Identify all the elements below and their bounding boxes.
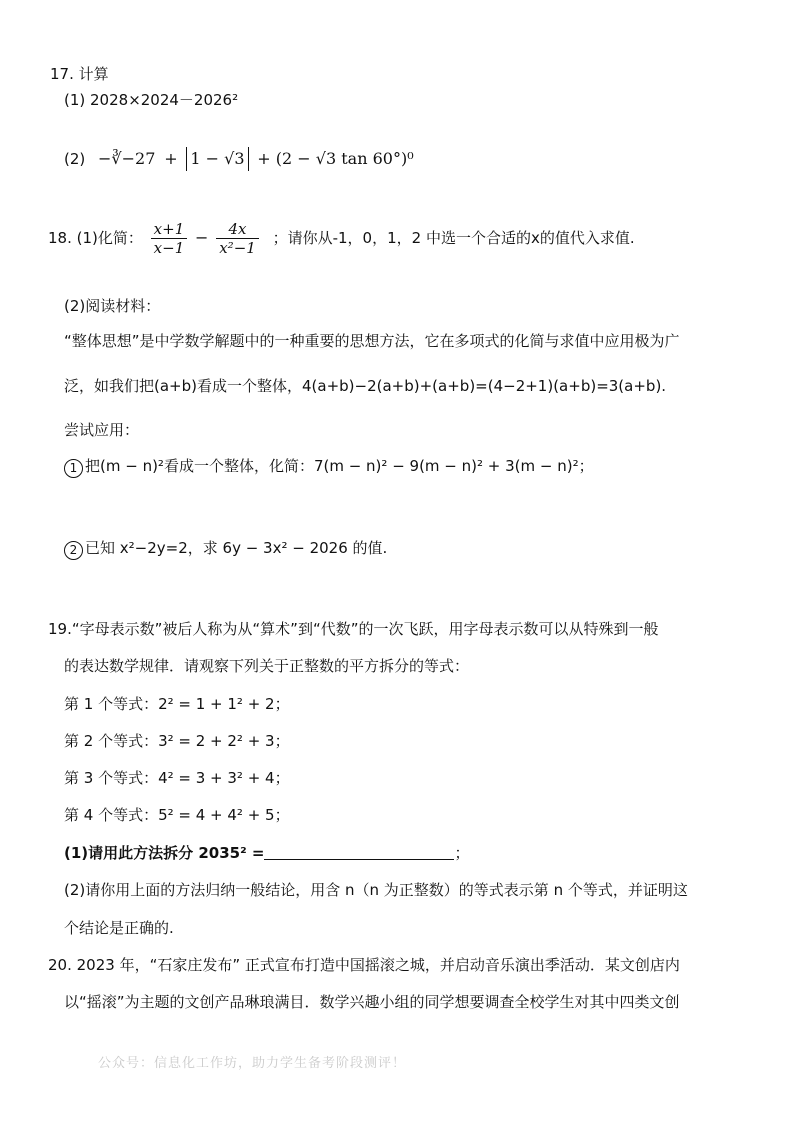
q17-part2 (64, 146, 414, 172)
fraction-2 (216, 220, 259, 257)
q18-item1-text: 把(m − n)²看成一个整体，化简：7(m − n)² − 9(m − n)² + 3(m − n)²； (85, 457, 594, 475)
q19-part2-line2: 个结论是正确的. (64, 919, 174, 937)
fraction-2-denominator: x²−1 (219, 239, 256, 257)
fraction-1 (151, 220, 188, 257)
q18-item2 (64, 538, 387, 560)
q18-item2-text: 已知 x²−2y=2，求 6y − 3x² − 2026 的值. (85, 539, 388, 557)
q17-header: 17. 计算 (50, 65, 109, 83)
q18-part2-line2: 泛，如我们把(a+b)看成一个整体，4(a+b)−2(a+b)+(a+b)=(4−2+1)(a+b)=3(a+b). (64, 377, 667, 395)
q17-part1: (1) 2028×2024－2026² (64, 91, 239, 109)
q19-line2: 的表达数学规律．请观察下列关于正整数的平方拆分的等式： (64, 657, 470, 675)
fraction-2-numerator: 4x (216, 220, 259, 239)
q18-part2-line3: 尝试应用： (64, 421, 140, 439)
q19-part1 (64, 843, 470, 863)
watermark: 公众号：信息化工作坊，助力学生备考阶段测评！ (98, 1056, 407, 1071)
q17-part2-label: (2) (64, 150, 86, 168)
q17-part2-rest: + (2 − √3 tan 60°)⁰ (257, 149, 414, 168)
q18-part2-label: (2)阅读材料： (64, 297, 161, 315)
q18-item1 (64, 456, 594, 478)
q18-part1 (48, 218, 635, 258)
q20-line1: 20. 2023 年，“石家庄发布” 正式宣布打造中国摇滚之城，并启动音乐演出季活动．某文创店内 (48, 956, 680, 974)
q18-part2-line1: “整体思想”是中学数学解题中的一种重要的思想方法，它在多项式的化简与求值中应用极为广 (64, 332, 680, 350)
q18-part1-label: (1)化简： (76, 229, 143, 247)
q17-part2-plus: + (164, 149, 178, 168)
answer-blank (264, 845, 454, 860)
q19-part2-line1: (2)请你用上面的方法归纳一般结论，用含 n（n 为正整数）的等式表示第 n 个等式，并证明这 (64, 881, 688, 899)
q17-part2-abs: 1 − √3 (186, 147, 248, 171)
q19-equation-2: 第 2 个等式：3² = 2 + 2² + 3； (64, 732, 290, 750)
fraction-1-denominator: x−1 (153, 239, 185, 257)
q17-part2-cbrt: −∛−27 (98, 149, 156, 168)
q20-line2: 以“摇滚”为主题的文创产品琳琅满目．数学兴趣小组的同学想要调查全校学生对其中四类文创 (64, 993, 680, 1011)
circled-number-2: 2 (64, 541, 83, 560)
q18-part1-tail: ；请你从-1，0，1，2 中选一个合适的x的值代入求值. (272, 229, 635, 247)
q19-equation-1: 第 1 个等式：2² = 1 + 1² + 2； (64, 695, 290, 713)
q18-number: 18. (48, 229, 72, 247)
q19-line1: 19.“字母表示数”被后人称为从“算术”到“代数”的一次飞跃，用字母表示数可以从特殊到一般 (48, 620, 659, 638)
q19-part1-prompt: (1)请用此方法拆分 2035² = (64, 844, 265, 862)
circled-number-1: 1 (64, 459, 83, 478)
q19-part1-tail: ； (454, 844, 470, 862)
q19-equation-4: 第 4 个等式：5² = 4 + 4² + 5； (64, 806, 290, 824)
q19-equation-3: 第 3 个等式：4² = 3 + 3² + 4； (64, 769, 290, 787)
fraction-minus: − (195, 228, 209, 247)
fraction-1-numerator: x+1 (151, 220, 188, 239)
